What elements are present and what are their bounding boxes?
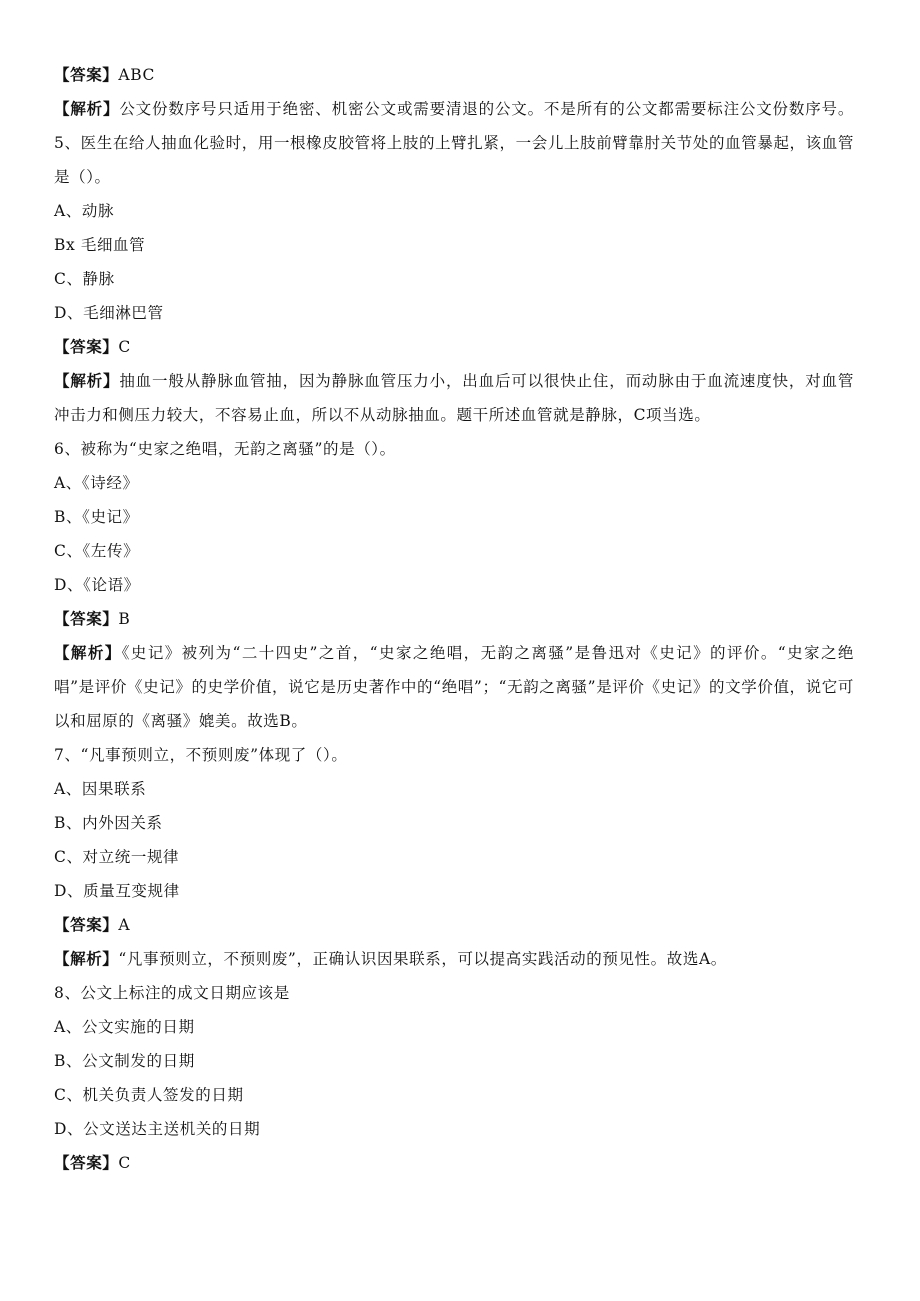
answer-label: 【答案】 [54, 609, 119, 628]
option-line: D、毛细淋巴管 [54, 304, 164, 322]
answer-text: B [118, 610, 131, 628]
analysis-paragraph [54, 92, 854, 194]
option-line: C、《左传》 [54, 542, 140, 560]
question-line: 7、“凡事预则立，不预则废”体现了（）。 [54, 746, 348, 764]
option-line: A、《诗经》 [54, 474, 139, 492]
option-line: D、质量互变规律 [54, 882, 180, 900]
analysis-text: 《史记》被列为“二十四史”之首，“史家之绝唱，无韵之离骚”是鲁迅对《史记》的评价。“史家之绝唱”是评价《史记》的史学价值，说它是历史著作中的“绝唱”；“无韵之离骚”是评价《史记》的文学价值，说它可以和屈原的《离骚》媲美。故选B。 [54, 644, 854, 730]
answer-label: 【答案】 [54, 337, 119, 356]
analysis-label: 【解析】 [54, 99, 120, 118]
answer-label: 【答案】 [54, 65, 119, 84]
analysis-paragraph [54, 364, 854, 432]
document-page [54, 58, 854, 1180]
option-line: C、静脉 [54, 270, 115, 288]
analysis-label: 【解析】 [54, 643, 122, 662]
option-line: Bx 毛细血管 [54, 236, 146, 254]
option-line: A、因果联系 [54, 780, 147, 798]
answer-line [54, 1146, 854, 1180]
answer-line [54, 330, 854, 364]
option-line: B、内外因关系 [54, 814, 163, 832]
analysis-paragraph [54, 942, 854, 976]
option-line: B、《史记》 [54, 508, 139, 526]
question-line: 8、公文上标注的成文日期应该是 [54, 984, 290, 1002]
analysis-text: 抽血一般从静脉血管抽，因为静脉血管压力小，出血后可以很快止住，而动脉由于血流速度快，对血管冲击力和侧压力较大，不容易止血，所以不从动脉抽血。题干所述血管就是静脉，C项当选。 [54, 372, 854, 424]
answer-line [54, 58, 854, 92]
option-line: B、公文制发的日期 [54, 1052, 195, 1070]
analysis-text: 公文份数序号只适用于绝密、机密公文或需要清退的公文。不是所有的公文都需要标注公文份数序号。5、医生在给人抽血化验时，用一根橡皮胶管将上肢的上臂扎紧，一会儿上肢前臂靠肘关节处的血管暴起，该血管是（）。 [54, 100, 854, 186]
question-line: 6、被称为“史家之绝唱，无韵之离骚”的是（）。 [54, 440, 396, 458]
option-line: D、《论语》 [54, 576, 140, 594]
answer-line [54, 908, 854, 942]
answer-label: 【答案】 [54, 1153, 119, 1172]
analysis-paragraph [54, 636, 854, 738]
option-line: D、公文送达主送机关的日期 [54, 1120, 261, 1138]
answer-text: C [118, 1154, 131, 1172]
answer-label: 【答案】 [54, 915, 119, 934]
analysis-label: 【解析】 [54, 371, 120, 390]
option-line: A、动脉 [54, 202, 115, 220]
option-line: A、公文实施的日期 [54, 1018, 195, 1036]
answer-text: C [118, 338, 131, 356]
analysis-label: 【解析】 [54, 949, 119, 968]
answer-line [54, 602, 854, 636]
answer-text: A [118, 916, 131, 934]
option-line: C、机关负责人签发的日期 [54, 1086, 244, 1104]
answer-text: ABC [118, 66, 155, 84]
option-line: C、对立统一规律 [54, 848, 180, 866]
analysis-text: “凡事预则立，不预则废”，正确认识因果联系，可以提高实践活动的预见性。故选A。 [118, 950, 727, 968]
